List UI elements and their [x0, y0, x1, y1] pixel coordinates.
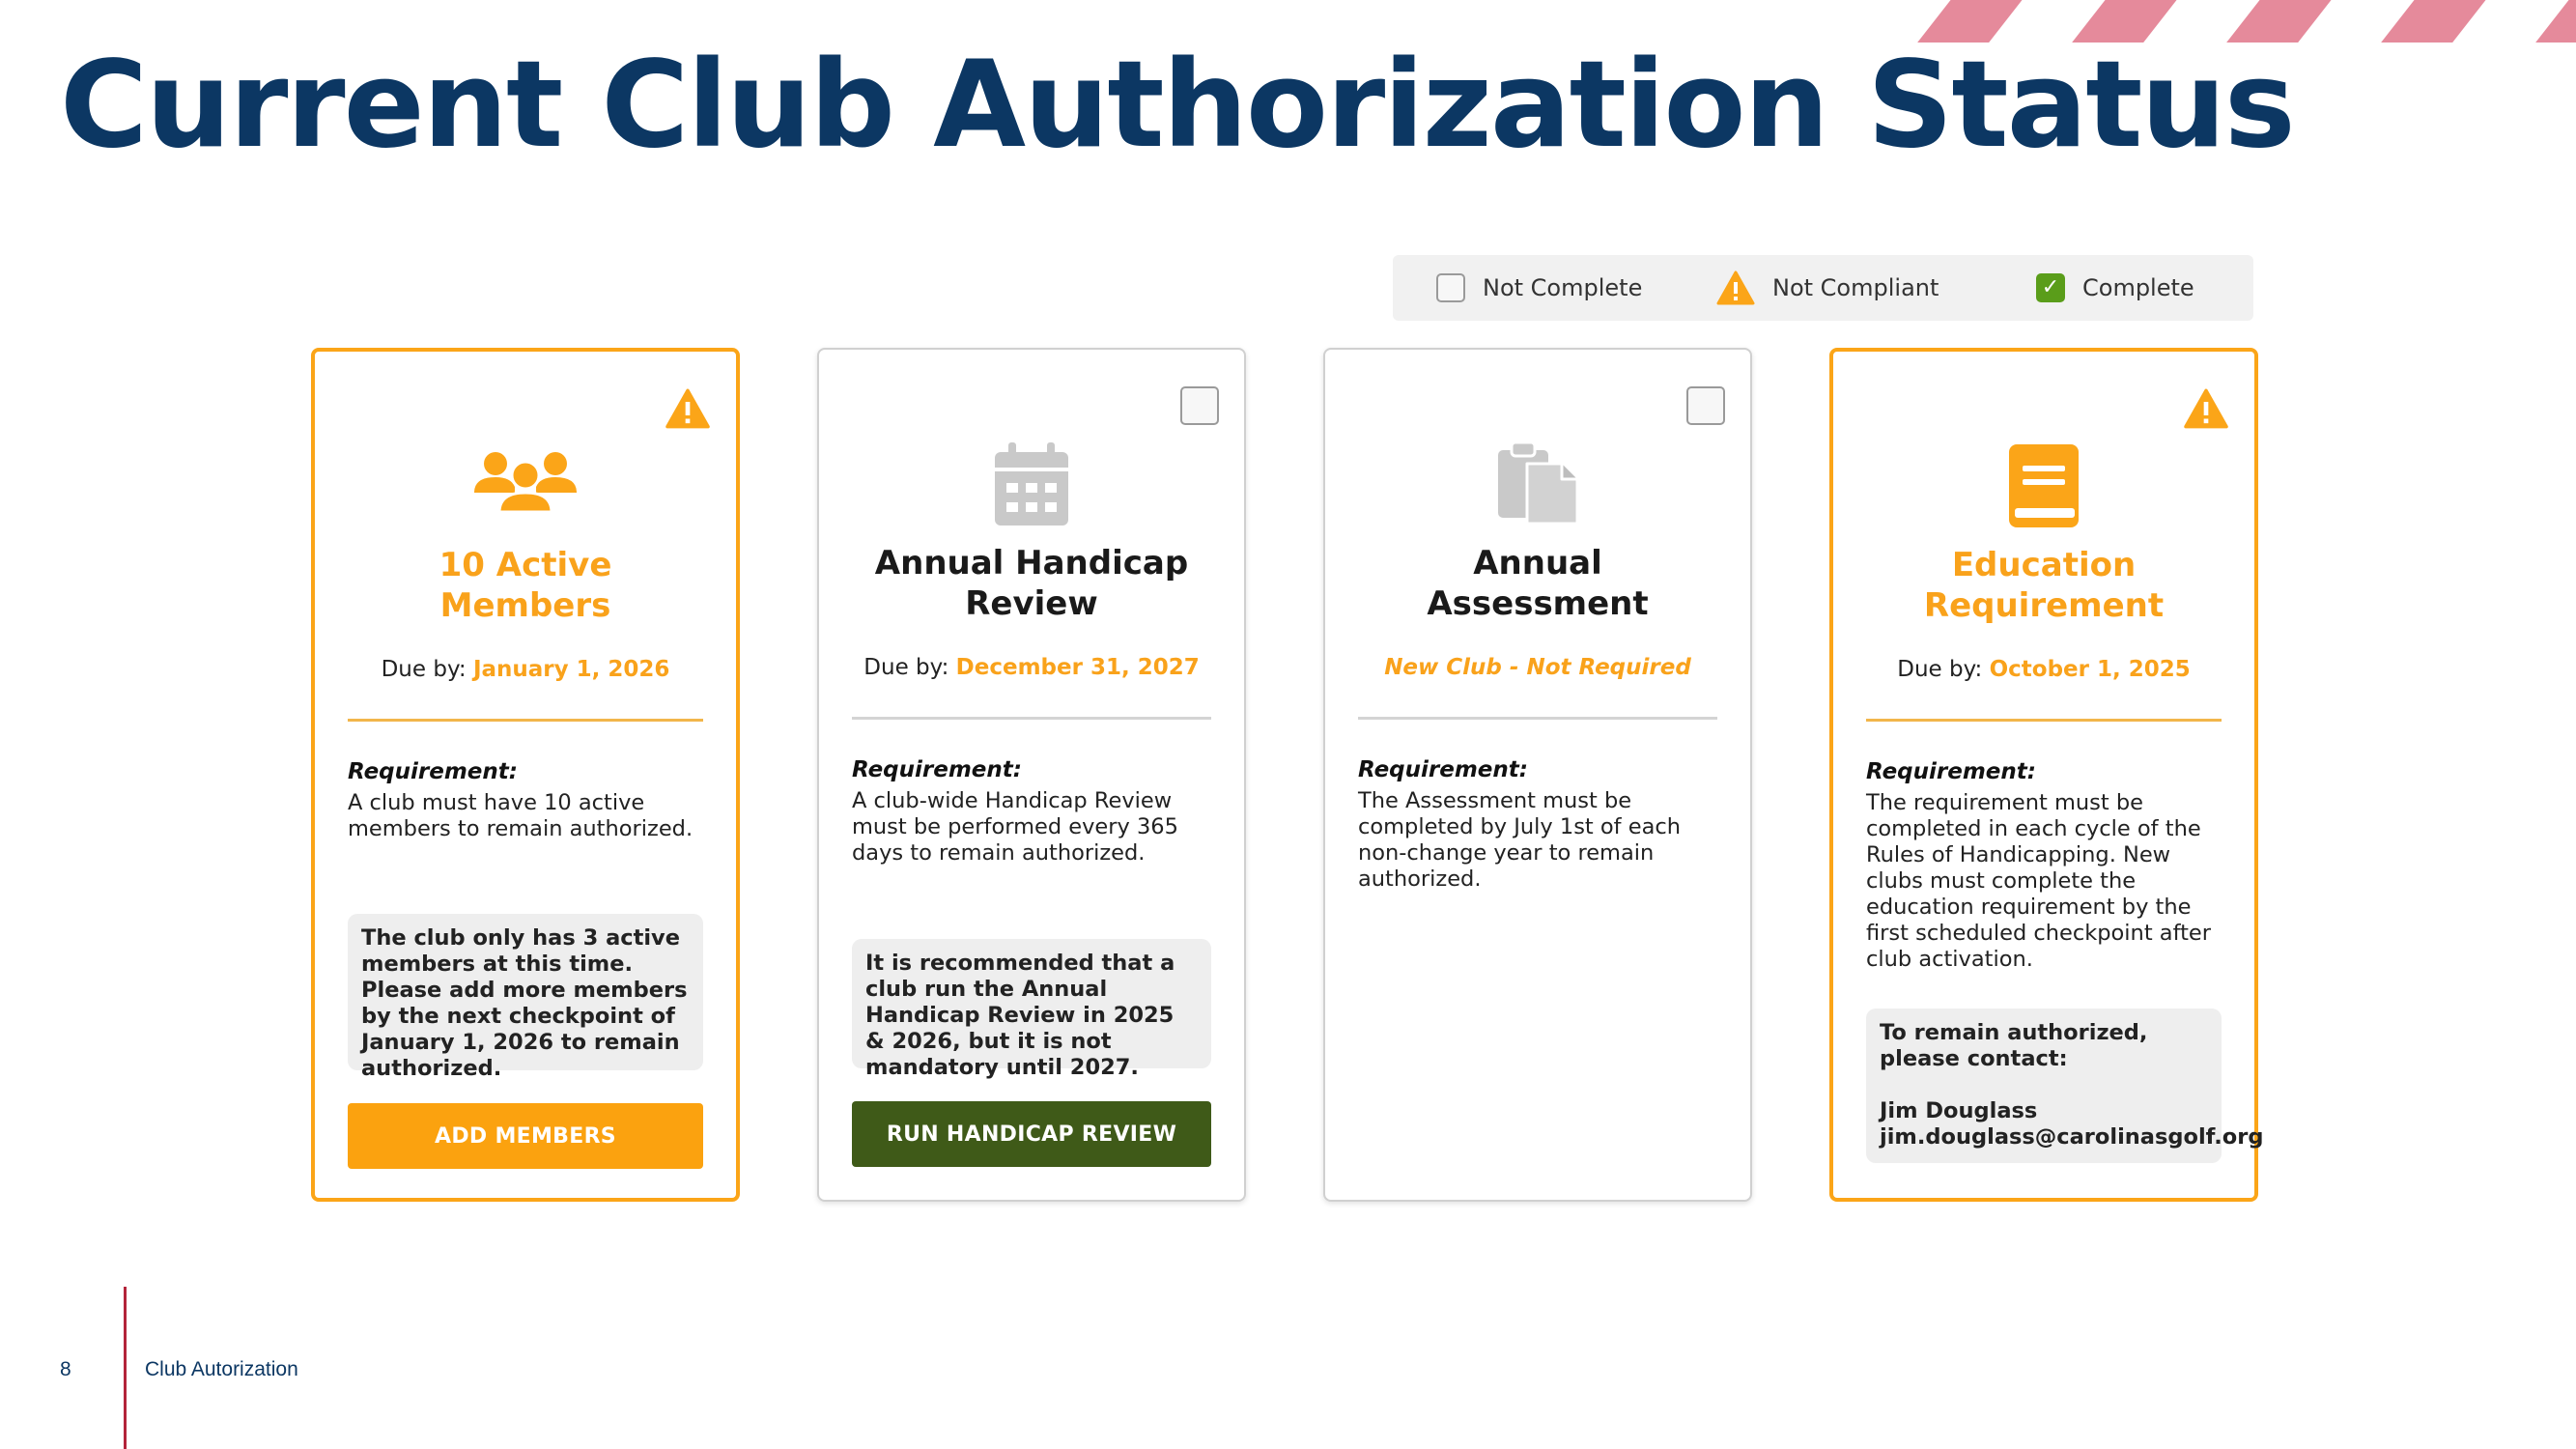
clipboard-copy-icon	[1494, 440, 1581, 527]
warning-icon	[1716, 270, 1755, 305]
legend-label: Not Compliant	[1772, 274, 1939, 301]
warning-icon	[665, 388, 711, 429]
card-title: 10 Active Members	[439, 546, 612, 625]
contact-instruction: To remain authorized, please contact:	[1880, 1020, 2148, 1071]
requirement-label: Requirement:	[348, 759, 518, 784]
divider	[1358, 717, 1717, 720]
legend-label: Complete	[2082, 274, 2194, 301]
footer-text: Club Autorization	[145, 1358, 298, 1380]
checked-checkbox-icon: ✓	[2036, 273, 2065, 302]
legend-label: Not Complete	[1483, 274, 1643, 301]
contact-name: Jim Douglass	[1880, 1098, 2038, 1123]
legend-complete	[2036, 255, 2194, 321]
requirement-text: The requirement must be completed in each cycle of the Rules of Handicapping. New clubs must complete the education requirement by the first scheduled checkpoint after club activation.	[1866, 790, 2212, 972]
status-indicator	[1686, 386, 1725, 430]
status-indicator	[665, 388, 711, 434]
run-handicap-review-button[interactable]: RUN HANDICAP REVIEW	[852, 1101, 1211, 1167]
contact-email[interactable]: jim.douglass@carolinasgolf.org	[1880, 1124, 2264, 1150]
due-date: Due by: January 1, 2026	[381, 657, 670, 682]
status-note: The club only has 3 active members at this time. Please add more members by the next checkpoint of January 1, 2026 to remain authorized.	[348, 914, 703, 1070]
book-icon	[2005, 442, 2082, 529]
status-indicator	[1180, 386, 1219, 430]
card-title: Education Requirement	[1923, 546, 2165, 625]
card-active-members	[311, 348, 740, 1202]
card-title: Annual Assessment	[1427, 544, 1649, 623]
empty-checkbox-icon	[1180, 386, 1219, 425]
card-annual-assessment	[1323, 348, 1752, 1202]
page-title: Current Club Authorization Status	[60, 36, 2294, 175]
requirement-text: A club must have 10 active members to remain authorized.	[348, 790, 694, 841]
status-legend	[1393, 255, 2253, 321]
due-date: Due by: December 31, 2027	[863, 655, 1200, 680]
card-education-requirement	[1829, 348, 2264, 1202]
footer-divider	[124, 1287, 127, 1449]
requirement-text: A club-wide Handicap Review must be performed every 365 days to remain authorized.	[852, 788, 1178, 866]
empty-checkbox-icon	[1686, 386, 1725, 425]
card-title: Annual Handicap Review	[874, 544, 1189, 623]
page-number: 8	[60, 1358, 71, 1380]
status-note: It is recommended that a club run the Annual Handicap Review in 2025 & 2026, but it is not mandatory until 2027.	[852, 939, 1211, 1068]
contact-note	[1866, 1009, 2264, 1163]
calendar-icon	[993, 440, 1070, 527]
warning-icon	[2183, 388, 2229, 429]
legend-not-complete	[1436, 255, 1642, 321]
due-date: Due by: October 1, 2025	[1897, 657, 2191, 682]
add-members-button[interactable]: ADD MEMBERS	[348, 1103, 703, 1169]
requirement-label: Requirement:	[1358, 757, 1528, 782]
legend-not-compliant	[1716, 255, 1939, 321]
divider	[348, 719, 703, 722]
empty-checkbox-icon	[1436, 273, 1465, 302]
requirement-label: Requirement:	[1866, 759, 2036, 784]
card-annual-handicap-review	[817, 348, 1246, 1202]
status-indicator	[2183, 388, 2229, 434]
due-status: New Club - Not Required	[1384, 655, 1691, 680]
requirement-text: The Assessment must be completed by July 1st of each non-change year to remain authorized.	[1358, 788, 1682, 892]
people-group-icon	[472, 450, 579, 518]
requirement-label: Requirement:	[852, 757, 1022, 782]
divider	[1866, 719, 2222, 722]
divider	[852, 717, 1211, 720]
